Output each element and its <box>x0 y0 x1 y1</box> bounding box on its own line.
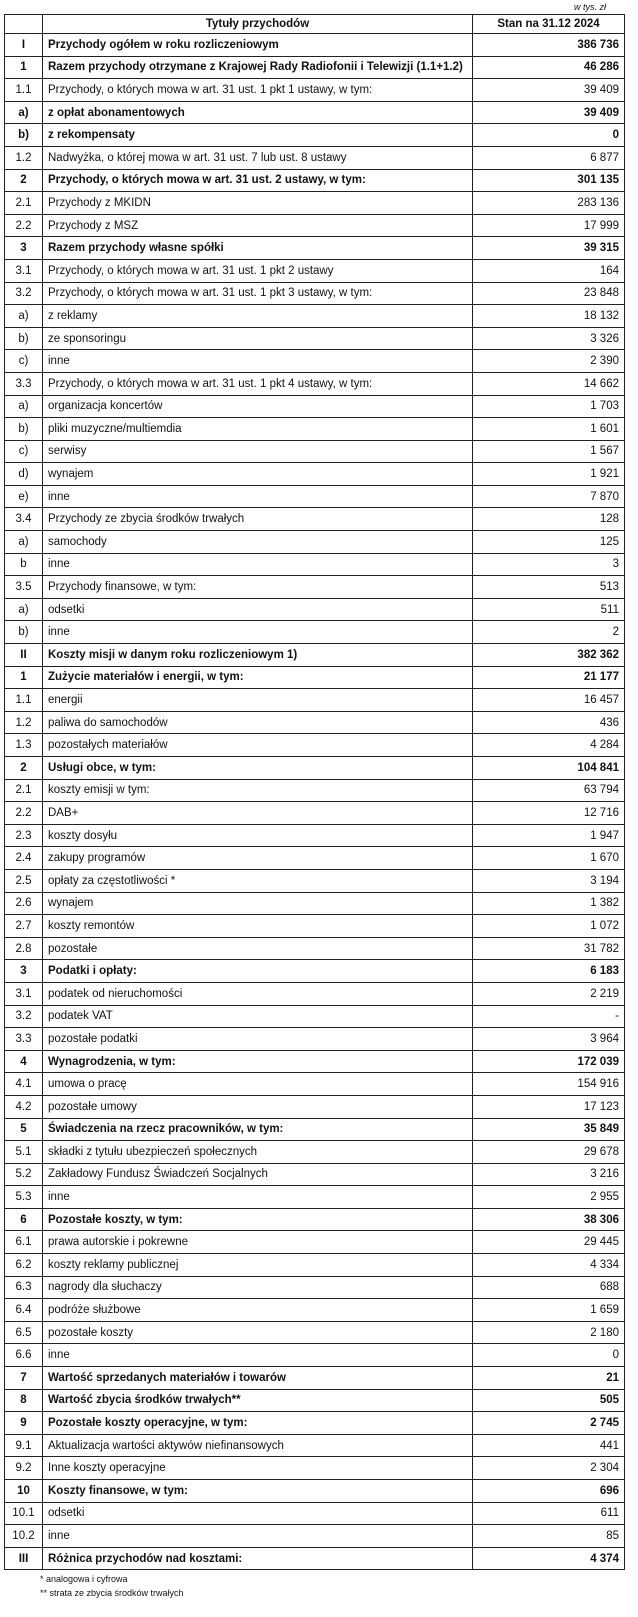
row-value: 39 315 <box>473 237 625 260</box>
table-row <box>5 1547 625 1570</box>
table-row <box>5 1073 625 1096</box>
row-value: 18 132 <box>473 305 625 328</box>
table-row <box>5 960 625 983</box>
row-lp: 3.2 <box>5 282 43 305</box>
row-title: Zużycie materiałów i energii, w tym: <box>43 666 473 689</box>
unit-note: w tys. zł <box>574 2 607 12</box>
row-lp: 2.2 <box>5 214 43 237</box>
row-lp: 6.3 <box>5 1276 43 1299</box>
row-title: składki z tytułu ubezpieczeń społecznych <box>43 1141 473 1164</box>
row-lp: 1.2 <box>5 711 43 734</box>
row-title: inne <box>43 350 473 373</box>
row-lp: 10.2 <box>5 1525 43 1548</box>
header-title: Tytuły przychodów <box>43 15 473 34</box>
row-lp: 3 <box>5 237 43 260</box>
row-lp: b <box>5 553 43 576</box>
table-row <box>5 1208 625 1231</box>
row-title: Przychody z MSZ <box>43 214 473 237</box>
row-value: 39 409 <box>473 79 625 102</box>
row-title: Podatki i opłaty: <box>43 960 473 983</box>
table-row <box>5 56 625 79</box>
row-value: 283 136 <box>473 192 625 215</box>
row-lp: 3 <box>5 960 43 983</box>
table-row <box>5 395 625 418</box>
table-row <box>5 531 625 554</box>
row-value: 17 123 <box>473 1095 625 1118</box>
row-lp: III <box>5 1547 43 1570</box>
row-lp: a) <box>5 531 43 554</box>
row-title: Przychody ogółem w roku rozliczeniowym <box>43 34 473 57</box>
row-value: 12 716 <box>473 802 625 825</box>
row-title: Razem przychody otrzymane z Krajowej Rady Radiofonii i Telewizji (1.1+1.2) <box>43 56 473 79</box>
row-value: 441 <box>473 1434 625 1457</box>
row-value: 23 848 <box>473 282 625 305</box>
row-value: 35 849 <box>473 1118 625 1141</box>
row-lp: 1.3 <box>5 734 43 757</box>
row-title: nagrody dla słuchaczy <box>43 1276 473 1299</box>
row-title: Wynagrodzenia, w tym: <box>43 1050 473 1073</box>
row-lp: a) <box>5 598 43 621</box>
row-title: Różnica przychodów nad kosztami: <box>43 1547 473 1570</box>
table-row <box>5 282 625 305</box>
row-title: Przychody ze zbycia środków trwałych <box>43 508 473 531</box>
row-title: pozostałe podatki <box>43 1028 473 1051</box>
row-title: energii <box>43 689 473 712</box>
row-value: 436 <box>473 711 625 734</box>
table-row <box>5 1480 625 1503</box>
table-row <box>5 1276 625 1299</box>
row-value: 382 362 <box>473 644 625 667</box>
row-title: koszty dosyłu <box>43 824 473 847</box>
row-lp: 3.3 <box>5 372 43 395</box>
table-row <box>5 576 625 599</box>
row-lp: 9 <box>5 1412 43 1435</box>
row-title: z rekompensaty <box>43 124 473 147</box>
row-lp: 2.1 <box>5 779 43 802</box>
table-row <box>5 982 625 1005</box>
row-value: 21 177 <box>473 666 625 689</box>
row-value: 1 601 <box>473 418 625 441</box>
table-row <box>5 1028 625 1051</box>
row-title: Koszty finansowe, w tym: <box>43 1480 473 1503</box>
row-value: - <box>473 1005 625 1028</box>
table-body <box>5 34 625 1570</box>
table-row <box>5 1005 625 1028</box>
row-value: 511 <box>473 598 625 621</box>
row-lp: a) <box>5 101 43 124</box>
row-value: 85 <box>473 1525 625 1548</box>
row-lp: 4.2 <box>5 1095 43 1118</box>
row-lp: 1.2 <box>5 146 43 169</box>
row-title: inne <box>43 1344 473 1367</box>
row-title: paliwa do samochodów <box>43 711 473 734</box>
table-row <box>5 869 625 892</box>
row-title: inne <box>43 485 473 508</box>
row-value: 2 180 <box>473 1321 625 1344</box>
row-lp: 4.1 <box>5 1073 43 1096</box>
row-title: wynajem <box>43 892 473 915</box>
row-title: DAB+ <box>43 802 473 825</box>
row-value: 2 745 <box>473 1412 625 1435</box>
row-value: 301 135 <box>473 169 625 192</box>
table-row <box>5 1141 625 1164</box>
table-row <box>5 214 625 237</box>
row-lp: 3.3 <box>5 1028 43 1051</box>
row-lp: 2.7 <box>5 915 43 938</box>
table-row <box>5 350 625 373</box>
table-row <box>5 124 625 147</box>
table-row <box>5 1095 625 1118</box>
row-title: inne <box>43 1525 473 1548</box>
row-lp: 6.4 <box>5 1299 43 1322</box>
row-lp: a) <box>5 395 43 418</box>
row-value: 172 039 <box>473 1050 625 1073</box>
table-row <box>5 372 625 395</box>
row-title: pliki muzyczne/multiemdia <box>43 418 473 441</box>
row-title: Świadczenia na rzecz pracowników, w tym: <box>43 1118 473 1141</box>
row-title: Nadwyżka, o której mowa w art. 31 ust. 7 lub ust. 8 ustawy <box>43 146 473 169</box>
row-value: 3 326 <box>473 327 625 350</box>
row-title: Przychody finansowe, w tym: <box>43 576 473 599</box>
table-row <box>5 440 625 463</box>
row-value: 14 662 <box>473 372 625 395</box>
row-lp: c) <box>5 350 43 373</box>
row-title: podatek od nieruchomości <box>43 982 473 1005</box>
row-title: organizacja koncertów <box>43 395 473 418</box>
row-lp: 2.3 <box>5 824 43 847</box>
row-lp: 5 <box>5 1118 43 1141</box>
row-lp: 10 <box>5 1480 43 1503</box>
row-lp: 2.8 <box>5 937 43 960</box>
row-title: Przychody z MKIDN <box>43 192 473 215</box>
row-value: 2 219 <box>473 982 625 1005</box>
row-lp: I <box>5 34 43 57</box>
table-row <box>5 192 625 215</box>
row-lp: 3.4 <box>5 508 43 531</box>
row-title: Przychody, o których mowa w art. 31 ust. 1 pkt 1 ustawy, w tym: <box>43 79 473 102</box>
row-value: 0 <box>473 1344 625 1367</box>
row-value: 1 947 <box>473 824 625 847</box>
row-title: serwisy <box>43 440 473 463</box>
table-row <box>5 598 625 621</box>
row-lp: 2.5 <box>5 869 43 892</box>
row-value: 1 382 <box>473 892 625 915</box>
row-title: koszty reklamy publicznej <box>43 1254 473 1277</box>
table-row <box>5 734 625 757</box>
row-lp: c) <box>5 440 43 463</box>
table-row <box>5 779 625 802</box>
row-value: 39 409 <box>473 101 625 124</box>
row-lp: 3.2 <box>5 1005 43 1028</box>
row-lp: 1 <box>5 666 43 689</box>
table-row <box>5 259 625 282</box>
row-lp: 6.5 <box>5 1321 43 1344</box>
table-header-row <box>5 15 625 34</box>
row-value: 31 782 <box>473 937 625 960</box>
row-lp: 6.6 <box>5 1344 43 1367</box>
row-title: Przychody, o których mowa w art. 31 ust. 1 pkt 4 ustawy, w tym: <box>43 372 473 395</box>
row-value: 38 306 <box>473 1208 625 1231</box>
table-row <box>5 418 625 441</box>
row-lp: b) <box>5 418 43 441</box>
row-title: inne <box>43 553 473 576</box>
row-value: 29 445 <box>473 1231 625 1254</box>
row-value: 3 <box>473 553 625 576</box>
row-title: Wartość zbycia środków trwałych** <box>43 1389 473 1412</box>
row-title: pozostałe <box>43 937 473 960</box>
row-title: koszty remontów <box>43 915 473 938</box>
row-value: 1 072 <box>473 915 625 938</box>
table-row <box>5 1344 625 1367</box>
row-title: opłaty za częstotliwości * <box>43 869 473 892</box>
row-value: 1 921 <box>473 463 625 486</box>
row-lp: 1.1 <box>5 79 43 102</box>
row-title: zakupy programów <box>43 847 473 870</box>
row-lp: 6.1 <box>5 1231 43 1254</box>
table-row <box>5 237 625 260</box>
table-row <box>5 1254 625 1277</box>
table-row <box>5 1231 625 1254</box>
row-title: samochody <box>43 531 473 554</box>
row-lp: 1 <box>5 56 43 79</box>
row-value: 29 678 <box>473 1141 625 1164</box>
table-row <box>5 327 625 350</box>
row-lp: 9.2 <box>5 1457 43 1480</box>
row-value: 611 <box>473 1502 625 1525</box>
row-title: Usługi obce, w tym: <box>43 757 473 780</box>
row-value: 63 794 <box>473 779 625 802</box>
row-value: 2 390 <box>473 350 625 373</box>
row-title: Aktualizacja wartości aktywów niefinansowych <box>43 1434 473 1457</box>
table-row <box>5 1525 625 1548</box>
row-value: 2 304 <box>473 1457 625 1480</box>
row-title: ze sponsoringu <box>43 327 473 350</box>
table-row <box>5 305 625 328</box>
row-title: Przychody, o których mowa w art. 31 ust. 1 pkt 3 ustawy, w tym: <box>43 282 473 305</box>
table-row <box>5 824 625 847</box>
row-title: odsetki <box>43 1502 473 1525</box>
row-value: 2 955 <box>473 1186 625 1209</box>
row-value: 154 916 <box>473 1073 625 1096</box>
row-value: 1 703 <box>473 395 625 418</box>
row-lp: 3.1 <box>5 982 43 1005</box>
table-row <box>5 1412 625 1435</box>
table-row <box>5 915 625 938</box>
footnotes <box>40 1572 184 1600</box>
row-value: 46 286 <box>473 56 625 79</box>
row-title: z opłat abonamentowych <box>43 101 473 124</box>
row-value: 1 567 <box>473 440 625 463</box>
row-lp: 2.4 <box>5 847 43 870</box>
row-lp: 2.6 <box>5 892 43 915</box>
row-title: inne <box>43 1186 473 1209</box>
row-title: Koszty misji w danym roku rozliczeniowym 1) <box>43 644 473 667</box>
table-row <box>5 146 625 169</box>
table-row <box>5 463 625 486</box>
row-value: 0 <box>473 124 625 147</box>
table-row <box>5 1457 625 1480</box>
row-value: 513 <box>473 576 625 599</box>
table-row <box>5 1321 625 1344</box>
row-value: 3 216 <box>473 1163 625 1186</box>
table-row <box>5 553 625 576</box>
row-lp: 5.2 <box>5 1163 43 1186</box>
table-row <box>5 621 625 644</box>
row-lp: 1.1 <box>5 689 43 712</box>
row-lp: 10.1 <box>5 1502 43 1525</box>
row-value: 4 374 <box>473 1547 625 1570</box>
row-title: koszty emisji w tym: <box>43 779 473 802</box>
row-lp: II <box>5 644 43 667</box>
row-title: prawa autorskie i pokrewne <box>43 1231 473 1254</box>
row-title: Wartość sprzedanych materiałów i towarów <box>43 1367 473 1390</box>
table-row <box>5 1163 625 1186</box>
row-lp: 2.2 <box>5 802 43 825</box>
row-value: 4 334 <box>473 1254 625 1277</box>
footnote-2: ** strata ze zbycia środków trwałych <box>40 1588 184 1598</box>
row-title: Pozostałe koszty, w tym: <box>43 1208 473 1231</box>
row-title: Przychody, o których mowa w art. 31 ust. 2 ustawy, w tym: <box>43 169 473 192</box>
row-value: 16 457 <box>473 689 625 712</box>
footnote-1: * analogowa i cyfrowa <box>40 1574 128 1584</box>
row-value: 6 877 <box>473 146 625 169</box>
table-row <box>5 711 625 734</box>
row-value: 7 870 <box>473 485 625 508</box>
table-row <box>5 757 625 780</box>
row-value: 386 736 <box>473 34 625 57</box>
row-lp: 9.1 <box>5 1434 43 1457</box>
row-lp: 5.3 <box>5 1186 43 1209</box>
row-value: 505 <box>473 1389 625 1412</box>
table-row <box>5 847 625 870</box>
row-value: 688 <box>473 1276 625 1299</box>
row-value: 1 659 <box>473 1299 625 1322</box>
table-row <box>5 689 625 712</box>
row-lp: a) <box>5 305 43 328</box>
row-title: pozostałe koszty <box>43 1321 473 1344</box>
row-title: Pozostałe koszty operacyjne, w tym: <box>43 1412 473 1435</box>
table-row <box>5 1050 625 1073</box>
row-value: 104 841 <box>473 757 625 780</box>
row-lp: 5.1 <box>5 1141 43 1164</box>
table-row <box>5 666 625 689</box>
row-title: podróże służbowe <box>43 1299 473 1322</box>
table-row <box>5 802 625 825</box>
table-row <box>5 169 625 192</box>
table-row <box>5 34 625 57</box>
row-lp: e) <box>5 485 43 508</box>
row-lp: 3.1 <box>5 259 43 282</box>
row-lp: 4 <box>5 1050 43 1073</box>
row-value: 6 183 <box>473 960 625 983</box>
table-row <box>5 508 625 531</box>
row-title: umowa o pracę <box>43 1073 473 1096</box>
row-lp: 6.2 <box>5 1254 43 1277</box>
row-lp: 6 <box>5 1208 43 1231</box>
row-value: 17 999 <box>473 214 625 237</box>
row-lp: 2 <box>5 169 43 192</box>
table-row <box>5 79 625 102</box>
row-lp: d) <box>5 463 43 486</box>
table-row <box>5 101 625 124</box>
row-title: Inne koszty operacyjne <box>43 1457 473 1480</box>
row-value: 21 <box>473 1367 625 1390</box>
revenue-cost-table <box>4 14 625 1570</box>
table-row <box>5 937 625 960</box>
table-row <box>5 485 625 508</box>
row-value: 1 670 <box>473 847 625 870</box>
row-value: 125 <box>473 531 625 554</box>
table-row <box>5 1299 625 1322</box>
row-title: podatek VAT <box>43 1005 473 1028</box>
table-row <box>5 1434 625 1457</box>
row-title: pozostałe umowy <box>43 1095 473 1118</box>
row-lp: 2 <box>5 757 43 780</box>
row-title: z reklamy <box>43 305 473 328</box>
table-row <box>5 1367 625 1390</box>
row-title: Przychody, o których mowa w art. 31 ust. 1 pkt 2 ustawy <box>43 259 473 282</box>
row-title: inne <box>43 621 473 644</box>
row-value: 128 <box>473 508 625 531</box>
row-title: Razem przychody własne spółki <box>43 237 473 260</box>
row-value: 696 <box>473 1480 625 1503</box>
header-value: Stan na 31.12 2024 <box>473 15 625 34</box>
row-value: 2 <box>473 621 625 644</box>
row-value: 3 194 <box>473 869 625 892</box>
table-row <box>5 1118 625 1141</box>
row-title: Zakładowy Fundusz Świadczeń Socjalnych <box>43 1163 473 1186</box>
row-lp: b) <box>5 124 43 147</box>
row-lp: 8 <box>5 1389 43 1412</box>
table-row <box>5 892 625 915</box>
row-lp: 7 <box>5 1367 43 1390</box>
row-lp: b) <box>5 327 43 350</box>
row-title: odsetki <box>43 598 473 621</box>
table-row <box>5 1502 625 1525</box>
table-row <box>5 644 625 667</box>
row-lp: 2.1 <box>5 192 43 215</box>
row-value: 3 964 <box>473 1028 625 1051</box>
header-lp <box>5 15 43 34</box>
row-value: 164 <box>473 259 625 282</box>
row-title: wynajem <box>43 463 473 486</box>
row-title: pozostałych materiałów <box>43 734 473 757</box>
row-lp: 3.5 <box>5 576 43 599</box>
table-row <box>5 1186 625 1209</box>
row-lp: b) <box>5 621 43 644</box>
table-row <box>5 1389 625 1412</box>
row-value: 4 284 <box>473 734 625 757</box>
